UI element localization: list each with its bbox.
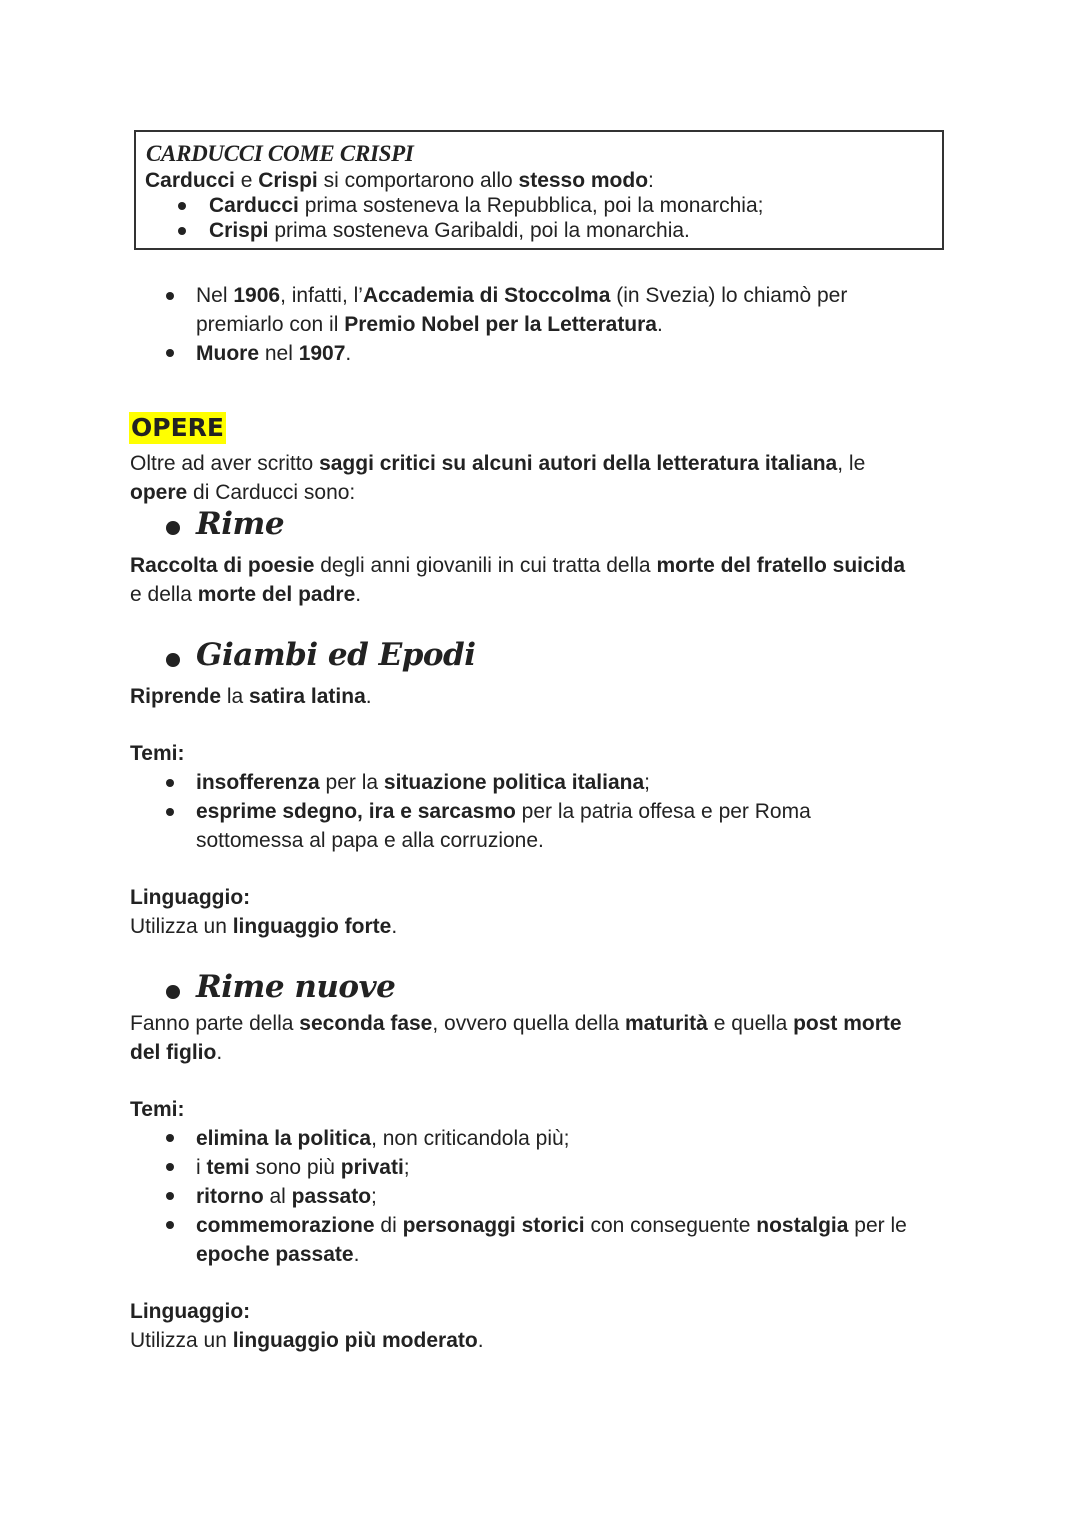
bullet-icon	[166, 1192, 174, 1200]
rime-nuove-linguaggio-label: Linguaggio:	[130, 1300, 251, 1323]
giambi-tema-2-line-2: sottomessa al papa e alla corruzione.	[196, 829, 544, 852]
bullet-icon	[178, 202, 186, 210]
fact-1-line-2: premiarlo con il Premio Nobel per la Letteratura.	[196, 313, 663, 336]
work-title-rime: Rime	[196, 506, 285, 542]
giambi-linguaggio: Utilizza un linguaggio forte.	[130, 915, 398, 938]
opere-intro-line-2: opere di Carducci sono:	[130, 481, 356, 504]
bullet-icon	[166, 985, 180, 999]
fact-1-line-1: Nel 1906, infatti, l’Accademia di Stoccolma (in Svezia) lo chiamò per	[196, 284, 848, 307]
box-title: CARDUCCI COME CRISPI	[146, 141, 414, 166]
rime-desc-line-1: Raccolta di poesie degli anni giovanili in cui tratta della morte del fratello suicida	[130, 554, 906, 577]
bullet-icon	[166, 521, 180, 535]
section-heading-opere: OPERE	[131, 413, 224, 442]
rime-nuove-tema-1: elimina la politica, non criticandola più;	[196, 1127, 570, 1150]
bullet-icon	[166, 779, 174, 787]
rime-nuove-tema-2: i temi sono più privati;	[196, 1156, 410, 1179]
bullet-icon	[166, 808, 174, 816]
bullet-icon	[166, 1163, 174, 1171]
rime-nuove-desc-line-1: Fanno parte della seconda fase, ovvero quella della maturità e quella post morte	[130, 1012, 902, 1035]
box-intro: Carducci e Crispi si comportarono allo stesso modo:	[145, 169, 654, 192]
bullet-icon	[166, 653, 180, 667]
box-item-1: Carducci prima sosteneva la Repubblica, poi la monarchia;	[209, 194, 764, 217]
bullet-icon	[166, 1134, 174, 1142]
rime-nuove-linguaggio: Utilizza un linguaggio più moderato.	[130, 1329, 484, 1352]
giambi-tema-1: insofferenza per la situazione politica italiana;	[196, 771, 650, 794]
bullet-icon	[178, 227, 186, 235]
fact-2: Muore nel 1907.	[196, 342, 352, 365]
rime-desc-line-2: e della morte del padre.	[130, 583, 362, 606]
bullet-icon	[166, 292, 174, 300]
rime-nuove-desc-line-2: del figlio.	[130, 1041, 223, 1064]
bullet-icon	[166, 349, 174, 357]
rime-nuove-tema-4-line-1: commemorazione di personaggi storici con conseguente nostalgia per le	[196, 1214, 907, 1237]
giambi-tema-2-line-1: esprime sdegno, ira e sarcasmo per la patria offesa e per Roma	[196, 800, 811, 823]
work-title-rime-nuove: Rime nuove	[196, 969, 396, 1005]
rime-nuove-tema-3: ritorno al passato;	[196, 1185, 377, 1208]
giambi-desc: Riprende la satira latina.	[130, 685, 372, 708]
opere-intro-line-1: Oltre ad aver scritto saggi critici su alcuni autori della letteratura italiana, le	[130, 452, 866, 475]
bullet-icon	[166, 1221, 174, 1229]
work-title-giambi: Giambi ed Epodi	[196, 637, 476, 673]
rime-nuove-tema-4-line-2: epoche passate.	[196, 1243, 360, 1266]
giambi-linguaggio-label: Linguaggio:	[130, 886, 251, 909]
giambi-temi-label: Temi:	[130, 742, 185, 765]
box-item-2: Crispi prima sosteneva Garibaldi, poi la monarchia.	[209, 219, 690, 242]
rime-nuove-temi-label: Temi:	[130, 1098, 185, 1121]
